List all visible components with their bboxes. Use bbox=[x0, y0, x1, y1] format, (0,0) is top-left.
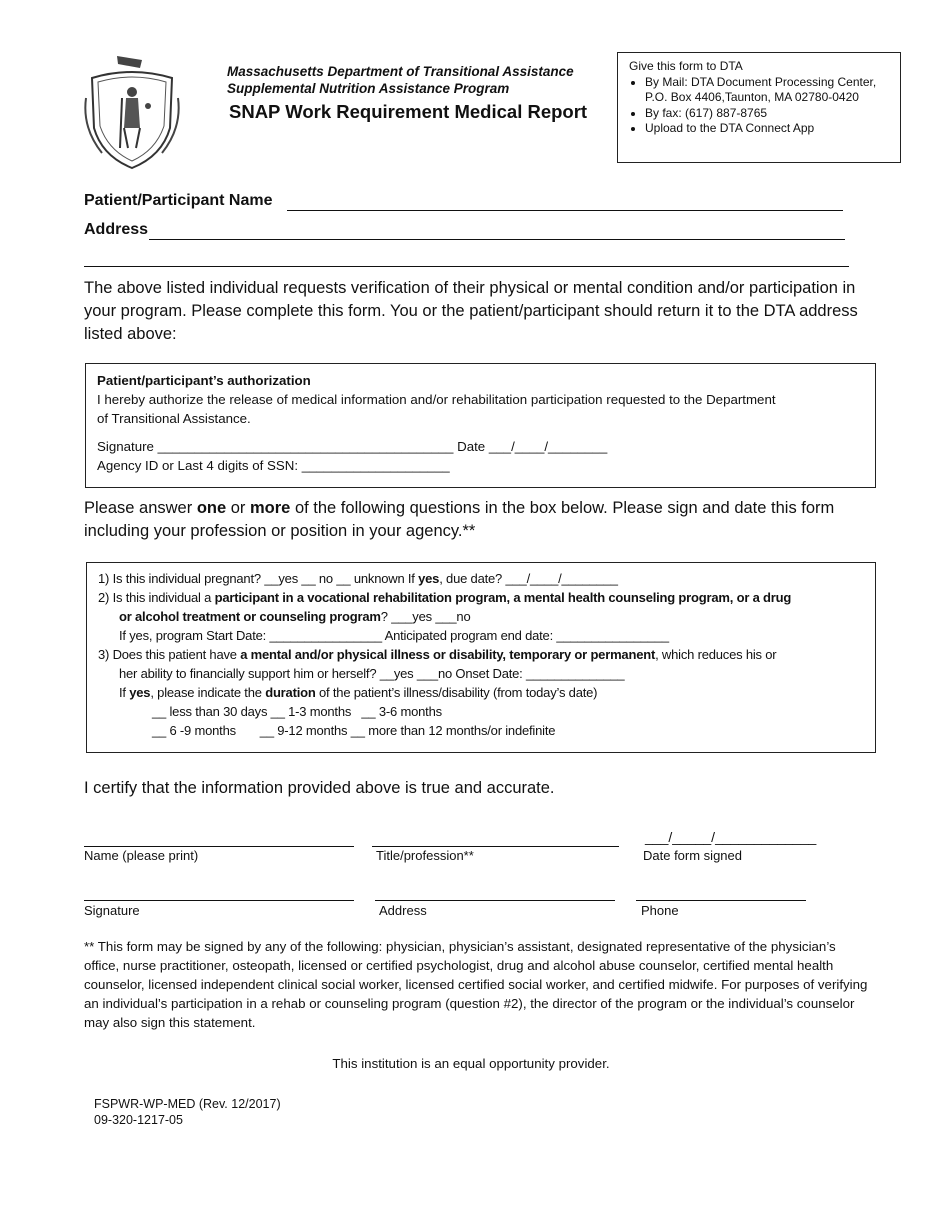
question-2[interactable]: 2) Is this individual a participant in a vocational rehabilitation program, a mental health counseling program, or a drug bbox=[98, 590, 792, 605]
question-2-cont[interactable]: or alcohol treatment or counseling program? ___yes ___no bbox=[119, 609, 471, 624]
page-title: SNAP Work Requirement Medical Report bbox=[229, 101, 588, 122]
patient-name-field[interactable] bbox=[287, 210, 843, 211]
instr-one: one bbox=[196, 499, 227, 517]
phone-field[interactable] bbox=[636, 900, 806, 901]
submission-fax: • By fax: (617) 887-8765 bbox=[645, 106, 892, 122]
address-field[interactable] bbox=[149, 239, 845, 240]
instructions-paragraph bbox=[84, 497, 874, 543]
instr-text: of the following questions in the box below. Please sign and date this form including your profession or position in your agency.** bbox=[84, 499, 835, 540]
authorization-text: I hereby authorize the release of medical information and/or rehabilitation participation requested to the Department of Transitional Assistance. bbox=[97, 392, 776, 426]
submission-instructions-box bbox=[617, 52, 901, 163]
date-signed-field[interactable]: ___/_____/_____________ bbox=[645, 829, 817, 845]
address-label: Address bbox=[84, 221, 149, 238]
duration-options-2[interactable]: __ 6 -9 months __ 9-12 months __ more than 12 months/or indefinite bbox=[152, 723, 556, 738]
program-name: Supplemental Nutrition Assistance Program bbox=[227, 81, 510, 96]
agency-id-field[interactable]: Agency ID or Last 4 digits of SSN: ____________________ bbox=[97, 458, 450, 473]
certify-statement: I certify that the information provided above is true and accurate. bbox=[84, 779, 555, 797]
phone-label: Phone bbox=[641, 903, 679, 918]
signature-label: Signature bbox=[84, 903, 140, 918]
question-3-answer[interactable]: her ability to financially support him or herself? __yes ___no Onset Date: ______________ bbox=[119, 666, 625, 681]
submission-mail: • By Mail: DTA Document Processing Center, P.O. Box 4406,Taunton, MA 02780-0420 bbox=[645, 75, 892, 106]
patient-name-label: Patient/Participant Name bbox=[84, 192, 273, 209]
title-field[interactable] bbox=[372, 846, 619, 847]
submission-app: • Upload to the DTA Connect App bbox=[645, 121, 892, 137]
date-signed-label: Date form signed bbox=[643, 848, 742, 863]
question-2-dates[interactable]: If yes, program Start Date: ________________ Anticipated program end date: ________________ bbox=[119, 628, 669, 643]
department-name: Massachusetts Department of Transitional Assistance bbox=[227, 64, 574, 79]
footnote: ** This form may be signed by any of the following: physician, physician’s assistant, designated representative of the physician’s office, nurse practitioner, osteopath, licensed or certified psychologist, drug and alcohol abuse counselor, certified mental health counselor, licensed independent clinical social worker, licensed certified social worker, and certified midwife. For purposes of verifying an individual’s participation in a rehab or counseling program (question #2), the director of the program or the individual’s counselor may also sign this statement. bbox=[84, 939, 868, 1030]
question-3-duration-prompt: If yes, please indicate the duration of the patient’s illness/disability (from today’s date) bbox=[119, 685, 598, 700]
signature-field[interactable] bbox=[84, 900, 354, 901]
title-label: Title/profession** bbox=[376, 848, 474, 863]
address-sign-label: Address bbox=[379, 903, 427, 918]
name-print-field[interactable] bbox=[84, 846, 354, 847]
massachusetts-seal-icon bbox=[82, 48, 182, 174]
address-sign-field[interactable] bbox=[375, 900, 615, 901]
instr-text: Please answer bbox=[84, 499, 197, 517]
intro-paragraph: The above listed individual requests verification of their physical or mental condition and/or participation in your program. Please complete this form. You or the patient/participant should return it to the DTA address listed above: bbox=[84, 279, 858, 343]
authorization-signature-date[interactable]: Signature ________________________________________ Date ___/____/________ bbox=[97, 439, 608, 454]
submission-heading: Give this form to DTA bbox=[629, 59, 743, 73]
authorization-heading: Patient/participant’s authorization bbox=[97, 373, 311, 388]
authorization-box bbox=[85, 363, 876, 488]
form-id: FSPWR-WP-MED (Rev. 12/2017) bbox=[94, 1097, 281, 1111]
form-code: 09-320-1217-05 bbox=[94, 1113, 183, 1127]
question-1[interactable]: 1) Is this individual pregnant? __yes __ no __ unknown If yes, due date? ___/____/________ bbox=[98, 571, 618, 586]
instr-text: or bbox=[226, 499, 250, 517]
questions-box bbox=[86, 562, 876, 753]
address-field-line-2[interactable] bbox=[84, 266, 849, 267]
equal-opportunity-statement: This institution is an equal opportunity provider. bbox=[332, 1056, 610, 1071]
duration-options-1[interactable]: __ less than 30 days __ 1-3 months __ 3-6 months bbox=[152, 704, 442, 719]
name-print-label: Name (please print) bbox=[84, 848, 199, 863]
instr-more: more bbox=[250, 499, 291, 517]
question-3: 3) Does this patient have a mental and/or physical illness or disability, temporary or permanent, which reduces his or bbox=[98, 647, 777, 662]
